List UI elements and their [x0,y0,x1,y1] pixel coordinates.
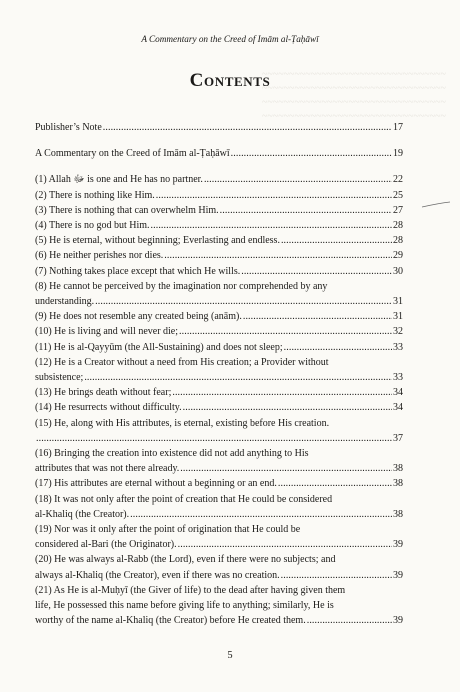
toc-entry-11[interactable] [35,340,403,355]
toc-entry-line: (18) It was not only after the point of creation that He could be considered [35,493,333,505]
toc-entry-line: (20) He was always al-Rabb (the Lord), even if there were no subjects; and [35,554,336,566]
toc-page-number: 39 [393,569,403,581]
toc-page-number: 37 [393,432,403,444]
dot-leader [151,218,392,233]
toc-entry-18[interactable] [35,492,403,522]
toc-entry-text: A Commentary on the Creed of Imām al-Ṭaḥāwī [35,148,230,160]
toc-page-number: 28 [393,220,403,232]
dot-leader [307,613,392,628]
dot-leader [204,172,392,187]
toc-entry-20[interactable] [35,552,403,582]
dot-leader [284,340,392,355]
toc-page-number: 32 [393,326,403,338]
dot-leader [178,537,392,552]
toc-entry-15[interactable] [35,416,403,446]
dot-leader [156,188,392,203]
toc-page-number: 19 [393,148,403,160]
dot-leader [278,476,392,491]
toc-entry-text: always al-Khaliq (the Creator), even if there was no creation. [35,569,280,581]
toc-page-number: 29 [393,250,403,262]
toc-page-number: 38 [393,463,403,475]
dot-leader [95,294,392,309]
toc-entry-text: (7) Nothing takes place except that which He wills. [35,265,241,277]
toc-entry-commentary[interactable] [35,146,403,161]
toc-entry-16[interactable] [35,446,403,476]
toc-entry-12[interactable] [35,355,403,385]
toc-entry-text: al-Khaliq (the Creator). [35,508,130,520]
toc-entry-6[interactable] [35,248,403,263]
toc-page-number: 31 [393,296,403,308]
toc-entry-19[interactable] [35,522,403,552]
toc-page-number: 22 [393,174,403,186]
page-title: Contents [189,70,271,91]
dot-leader [36,431,392,446]
toc-entry-text: (5) He is eternal, without beginning; Everlasting and endless. [35,235,280,247]
toc-page-number: 30 [393,265,403,277]
toc-entry-21[interactable] [35,583,403,629]
dot-leader [281,568,392,583]
toc-entry-line: life, He possessed this name before giving life to anything; similarly, He is [35,600,334,612]
toc-entry-text: considered al-Bari (the Originator). [35,539,177,551]
dot-leader [241,264,392,279]
toc-entry-text: (17) His attributes are eternal without a beginning or an end. [35,478,277,490]
dot-leader [281,233,392,248]
dot-leader [231,146,392,161]
toc-entry-14[interactable] [35,400,403,415]
toc-entry-text: subsistence; [35,372,84,384]
toc-entry-text: worthy of the name al-Khaliq (the Creator) before He created them. [35,615,306,627]
toc-entry-13[interactable] [35,385,403,400]
toc-entry-8[interactable] [35,279,403,309]
toc-entry-4[interactable] [35,218,403,233]
toc-entry-1[interactable] [35,172,403,187]
toc-page-number: 34 [393,402,403,414]
toc-entry-text: (11) He is al-Qayyūm (the All-Sustaining) and does not sleep; [35,341,283,353]
toc-page-number: 28 [393,235,403,247]
toc-page-number: 27 [393,204,403,216]
toc-entry-text: (1) Allah ﷻ is one and He has no partner. [35,174,203,186]
toc-entry-line: (15) He, along with His attributes, is eternal, existing before His creation. [35,417,330,429]
toc-page-number: 39 [393,615,403,627]
toc-entry-line: (8) He cannot be perceived by the imagination nor comprehended by any [35,280,328,292]
toc-entry-line: (12) He is a Creator without a need from His creation; a Provider without [35,356,329,368]
dot-leader [183,400,392,415]
pencil-mark [421,201,451,209]
running-head: A Commentary on the Creed of Imām al-Ṭaḥāwī [141,34,319,44]
toc-page-number: 33 [393,372,403,384]
dot-leader [84,370,392,385]
toc-entry-publishers-note[interactable] [35,120,403,135]
toc-page-number: 39 [393,539,403,551]
toc-entry-5[interactable] [35,233,403,248]
page-number: 5 [227,650,233,661]
toc-page-number: 33 [393,341,403,353]
toc-entry-text: attributes that was not there already. [35,463,180,475]
toc-entry-3[interactable] [35,203,403,218]
show-through-text: ~~~~~~~~~~~~~~~~~~~~~~~~~~~~~~~~~~ ~~~~~~~~~~~~~~~~~~~~~~~~~~~~~~~~~~ ~~~~~~~~~~~~~~~~~~~~~~~~~~~~~~~~~~ ~~~~~~~~~~~~~~~~~~~~~~~~~~~~~~~~~~ [262,69,446,122]
toc-entry-9[interactable] [35,309,403,324]
toc-page-number: 38 [393,508,403,520]
toc-entry-line: (16) Bringing the creation into existence did not add anything to His [35,448,309,460]
dot-leader [220,203,392,218]
toc-entry-10[interactable] [35,324,403,339]
table-of-contents [35,120,403,629]
toc-entry-text: (3) There is nothing that can overwhelm Him. [35,204,219,216]
toc-entry-text: (13) He brings death without fear; [35,387,172,399]
dot-leader [103,120,392,135]
dot-leader [243,309,392,324]
toc-entry-text: (4) There is no god but Him. [35,220,150,232]
toc-entry-text: (6) He neither perishes nor dies. [35,250,164,262]
toc-entry-text: (14) He resurrects without difficulty. [35,402,182,414]
toc-entry-17[interactable] [35,476,403,491]
dot-leader [164,248,392,263]
toc-entry-2[interactable] [35,188,403,203]
toc-page-number: 17 [393,122,403,133]
dot-leader [172,385,392,400]
toc-page-number: 31 [393,311,403,323]
dot-leader [180,461,392,476]
toc-entry-text: understanding. [35,296,95,308]
dot-leader [130,507,392,522]
toc-page-number: 34 [393,387,403,399]
toc-entry-text: (2) There is nothing like Him. [35,189,155,201]
toc-entry-text: (9) He does not resemble any created being (anām). [35,311,242,323]
toc-entry-line: (21) As He is al-Muḥyī (the Giver of life) to the dead after having given them [35,584,346,596]
dot-leader [179,324,392,339]
toc-page-number: 38 [393,478,403,490]
toc-entry-line: (19) Nor was it only after the point of origination that He could be [35,524,301,536]
toc-entry-text: Publisher’s Note [35,122,102,133]
toc-entry-text: (10) He is living and will never die; [35,326,179,338]
toc-page-number: 25 [393,189,403,201]
toc-entry-7[interactable] [35,264,403,279]
